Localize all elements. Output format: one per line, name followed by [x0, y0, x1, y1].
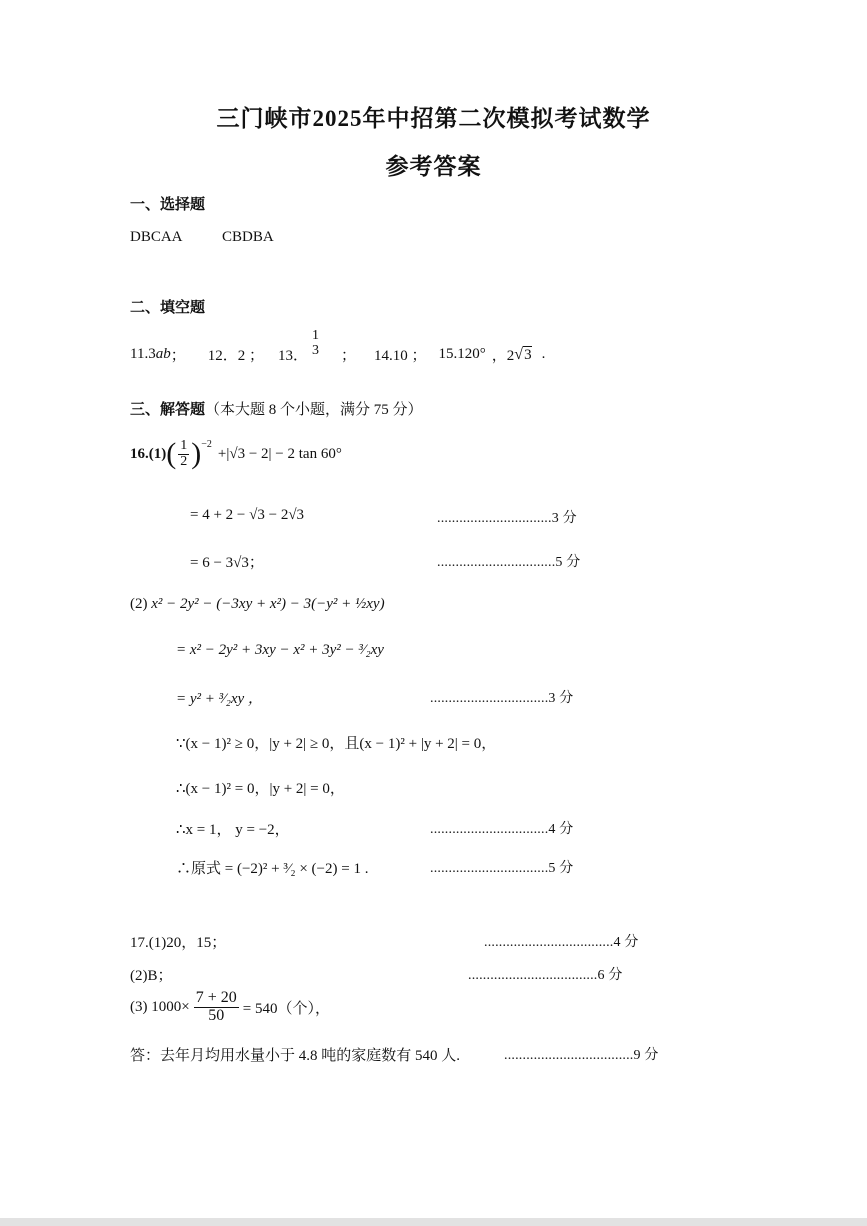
q16-part2-values: ∴x = 1， y = −2，: [176, 822, 290, 838]
q16-part2-condition: ∵(x − 1)² ≥ 0，|y + 2| ≥ 0，且(x − 1)² + |y + 2| = 0，: [176, 736, 497, 752]
q13-label: 13．: [277, 348, 308, 364]
q16-score-4: ................................4 分: [430, 822, 574, 837]
q11-answer: 11.3: [130, 346, 156, 362]
q17-denominator: 50: [208, 1006, 225, 1024]
section-heading-solve: 三、解答题: [130, 402, 206, 418]
section-heading-fill: 二、填空题: [130, 300, 206, 316]
sqrt-symbol: √: [514, 345, 524, 363]
q15-radicand: 3: [524, 346, 532, 363]
q16-score-2: ................................5 分: [437, 555, 581, 570]
q17-numerator: 7 + 20: [195, 989, 237, 1006]
q12-answer: 12．2 ；: [207, 348, 264, 364]
right-paren: ): [191, 437, 202, 470]
q17-part1: 17.(1)20，15；: [130, 935, 227, 951]
choice-answers-6-10: CBDBA: [222, 229, 274, 245]
bottom-border: [0, 1218, 867, 1226]
q17-score-2: ...................................6 分: [468, 968, 623, 983]
q16-part2-derive: ∴(x − 1)² = 0，|y + 2| = 0，: [176, 781, 345, 797]
q16-part2-step2: = y² + ³⁄₂xy ，: [176, 691, 263, 707]
q17-part3-suffix: = 540（个），: [242, 1000, 330, 1017]
q16-part2-line: [130, 596, 385, 613]
page-subtitle: 参考答案: [385, 154, 482, 179]
q17-answer: 答：去年月均用水量小于 4.8 吨的家庭数有 540 人.: [130, 1048, 461, 1064]
q16-part2-expression: x² − 2y² − (−3xy + x²) − 3(−y² + ½xy): [151, 596, 385, 612]
q16-score-5: ................................5 分: [430, 861, 574, 876]
q13-denominator: 3: [312, 342, 319, 358]
q17-part3-prefix: (3) 1000×: [130, 998, 190, 1015]
q16-part2-result: ∴原式 = (−2)² + ³⁄₂ × (−2) = 1 .: [176, 861, 369, 877]
q17-part2: (2)B；: [130, 968, 173, 984]
q16-step2: = 6 − 3√3；: [190, 555, 264, 571]
half-fraction: $\frac{1}{2}$: [180, 437, 188, 469]
q11-variable: ab: [155, 346, 171, 362]
page-title: 三门峡市2025年中招第二次模拟考试数学: [216, 106, 651, 131]
q13-numerator: 1: [312, 327, 319, 343]
section-note: （本大题 8 个小题，满分 75 分）: [205, 402, 423, 418]
q17-score-1: ...................................4 分: [484, 935, 639, 950]
q16-label: 16.(1): [130, 445, 167, 462]
q17-fraction: [194, 990, 239, 1025]
choice-answers-1-5: DBCAA: [130, 229, 183, 245]
q11-separator: ；: [170, 348, 186, 364]
q14-answer: 14.10 ；: [374, 348, 427, 364]
q17-part3: [130, 990, 330, 1025]
section-heading-choice: 一、选择题: [130, 197, 206, 213]
q15-answer: 15.120°: [438, 346, 486, 362]
q16-part2-label: (2): [130, 596, 148, 612]
q15-end: .: [541, 346, 546, 362]
q13-fraction: [310, 329, 321, 358]
q15-separator: ，2: [491, 348, 515, 364]
left-paren: (: [166, 437, 177, 470]
q16-line1: 16.(1) ( $\frac{1}{2}$ ) $^{-2}$ +|√3 − 2| − 2 tan 60°: [130, 437, 342, 470]
section-heading-solve-row: [130, 398, 423, 419]
q16-score-1: ...............................3 分: [437, 511, 577, 526]
q13-separator: ；: [341, 348, 357, 364]
q16-step1: = 4 + 2 − √3 − 2√3: [190, 507, 305, 523]
fill-answers-row: [130, 327, 546, 365]
q16-expression: +|√3 − 2| − 2 tan 60°: [217, 445, 342, 462]
q16-part2-step1: = x² − 2y² + 3xy − x² + 3y² − ³⁄₂xy: [176, 642, 384, 658]
q17-score-3: ...................................9 分: [504, 1048, 659, 1063]
q16-score-3: ................................3 分: [430, 691, 574, 706]
